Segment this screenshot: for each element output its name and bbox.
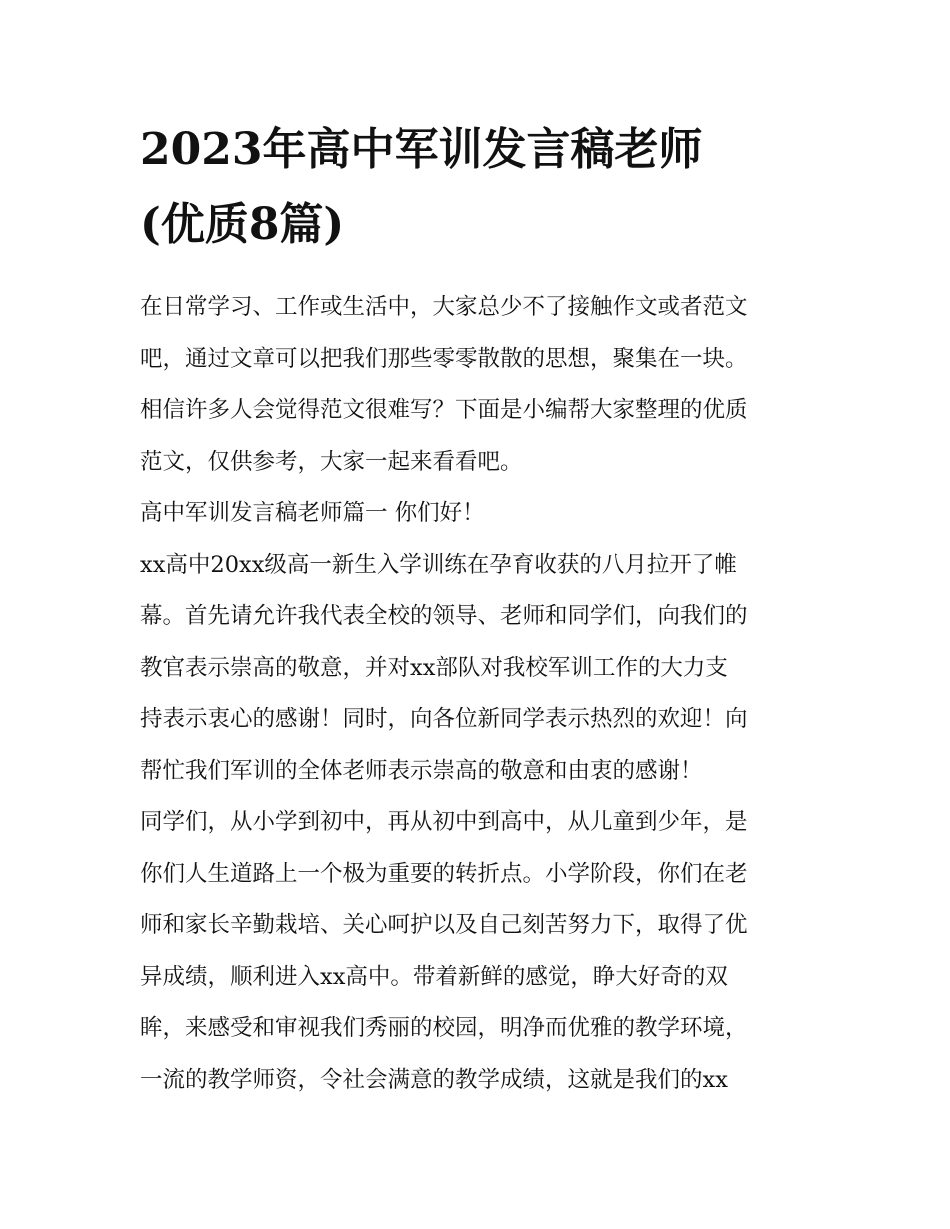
body-line: 你们人生道路上一个极为重要的转折点。小学阶段，你们在老 xyxy=(140,860,748,887)
body-line: 幕。首先请允许我代表全校的领导、老师和同学们，向我们的 xyxy=(140,603,748,629)
body-line: xx高中20xx级高一新生入学训练在孕育收获的八月拉开了帷 xyxy=(140,551,737,578)
body-line: 一流的教学师资，令社会满意的教学成绩，这就是我们的xx xyxy=(140,1066,728,1093)
body-line: 范文，仅供参考，大家一起来看看吧。 xyxy=(140,448,523,475)
body-line: 教官表示崇高的敬意，并对xx部队对我校军训工作的大力支 xyxy=(140,654,728,681)
title-line-2: (优质8篇) xyxy=(140,199,345,250)
body-line: 在日常学习、工作或生活中，大家总少不了接触作文或者范文 xyxy=(140,294,748,320)
section-heading: 高中军训发言稿老师篇一 你们好！ xyxy=(140,500,485,526)
body-line: 持表示衷心的感谢！同时，向各位新同学表示热烈的欢迎！向 xyxy=(140,706,748,732)
body-line: 吧，通过文章可以把我们那些零零散散的思想，聚集在一块。 xyxy=(140,345,748,372)
body-line: 异成绩，顺利进入xx高中。带着新鲜的感觉，睁大好奇的双 xyxy=(140,963,728,990)
document-page xyxy=(140,112,820,1106)
body-line: 师和家长辛勤栽培、关心呵护以及自己刻苦努力下，取得了优 xyxy=(140,912,748,938)
body-line: 相信许多人会觉得范文很难写？下面是小编帮大家整理的优质 xyxy=(140,397,748,423)
document-body xyxy=(140,282,820,1106)
body-line: 眸，来感受和审视我们秀丽的校园，明净而优雅的教学环境， xyxy=(140,1015,748,1041)
title-line-1: 2023年高中军训发言稿老师 xyxy=(140,124,703,175)
document-title xyxy=(140,112,820,262)
body-line: 同学们，从小学到初中，再从初中到高中，从儿童到少年，是 xyxy=(140,809,748,835)
body-line: 帮忙我们军训的全体老师表示崇高的敬意和由衷的感谢！ xyxy=(140,757,703,784)
